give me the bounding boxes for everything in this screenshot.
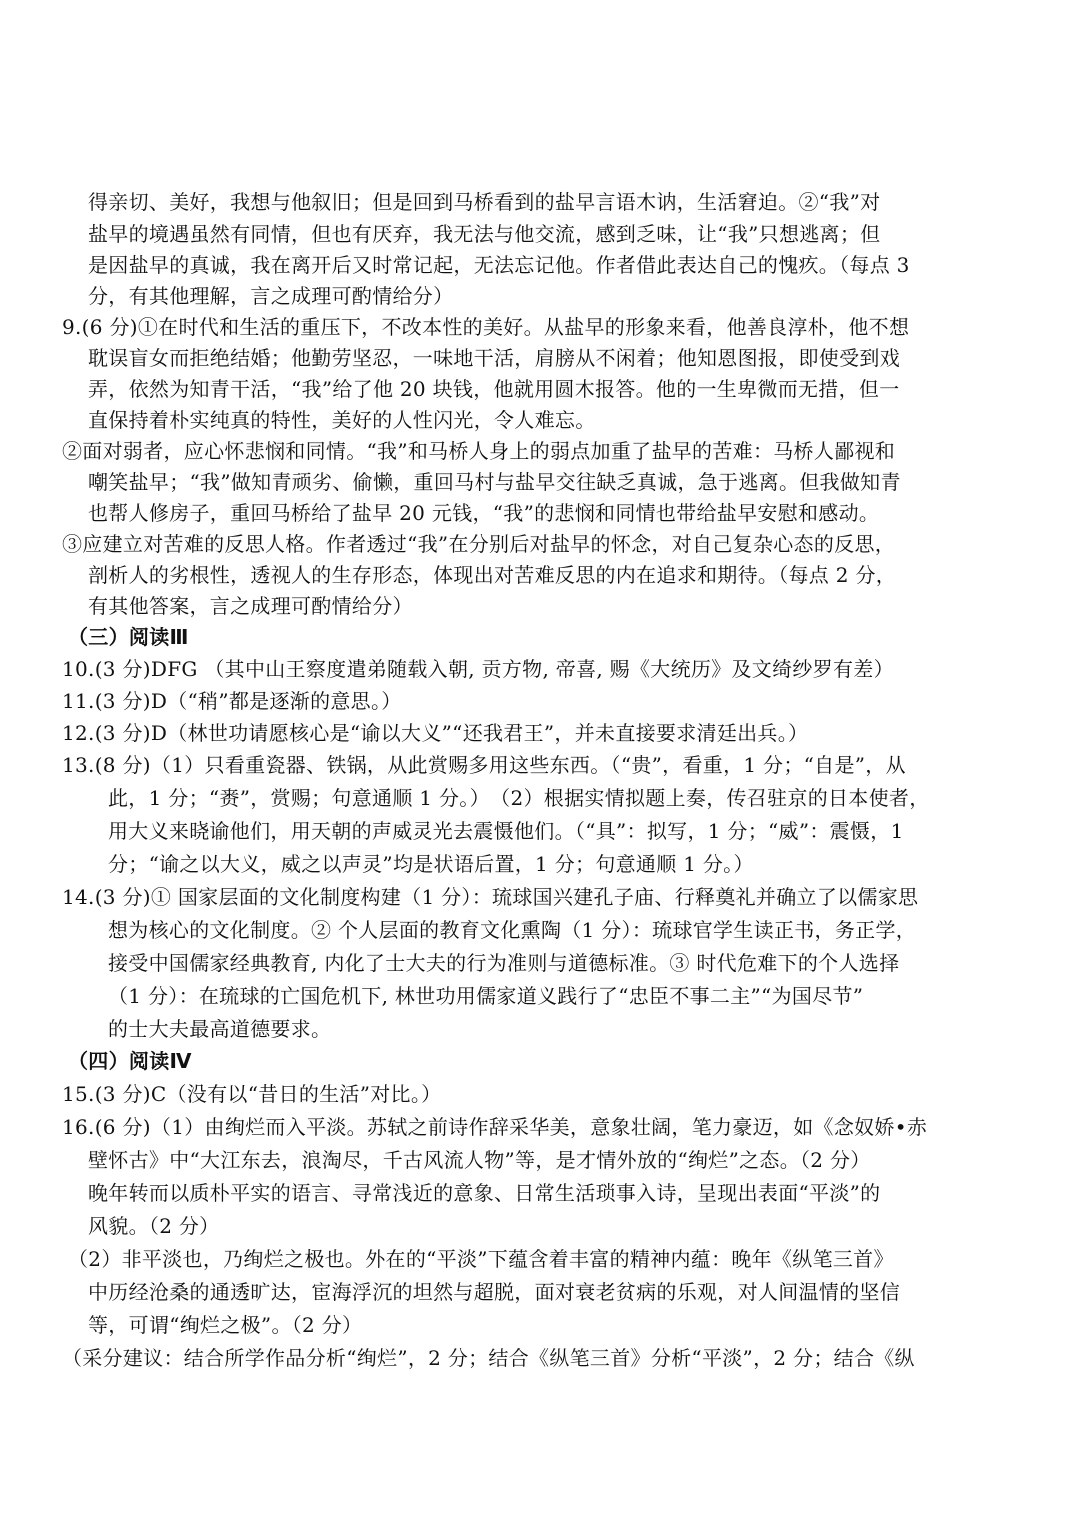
- text-line: ③应建立对苦难的反思人格。作者透过“我”在分别后对盐早的怀念，对自己复杂心态的反思，: [62, 532, 896, 556]
- text-line: ②面对弱者，应心怀悲悯和同情。“我”和马桥人身上的弱点加重了盐早的苦难：马桥人鄙视和: [62, 439, 896, 463]
- text-line: 晚年转而以质朴平实的语言、寻常浅近的意象、日常生活琐事入诗，呈现出表面“平淡”的: [88, 1181, 881, 1205]
- text-line: 壁怀古》中“大江东去，浪淘尽，千古风流人物”等，是才情外放的“绚烂”之态。（2 分）: [88, 1148, 871, 1172]
- section-heading-reading-4: （四）阅读Ⅳ: [68, 1049, 192, 1073]
- text-line: 也帮人修房子，重回马桥给了盐早 20 元钱，“我”的悲悯和同情也带给盐早安慰和感动。: [88, 501, 880, 525]
- text-line: 分；“谕之以大义，威之以声灵”均是状语后置，1 分；句意通顺 1 分。）: [108, 852, 754, 876]
- text-line: 得亲切、美好，我想与他叙旧；但是回到马桥看到的盐早言语木讷，生活窘迫。②“我”对: [88, 190, 881, 214]
- text-line: 用大义来晓谕他们，用天朝的声威灵光去震慑他们。（“具”：拟写，1 分；“威”：震慑，1: [108, 819, 904, 843]
- question-10: 10.(3 分)DFG （其中山王察度遣弟随载入朝, 贡方物, 帝喜, 赐《大统历》及文绮纱罗有差）: [62, 657, 894, 681]
- text-line: 的士大夫最高道德要求。: [108, 1017, 332, 1041]
- text-line: 直保持着朴实纯真的特性，美好的人性闪光，令人难忘。: [88, 408, 596, 432]
- text-line: （1 分）：在琉球的亡国危机下, 林世功用儒家道义践行了“忠臣不事二主”“为国尽节”: [108, 984, 864, 1008]
- text-line: 耽误盲女而拒绝结婚；他勤劳坚忍，一味地干活，肩膀从不闲着；他知恩图报，即使受到戏: [88, 346, 900, 370]
- text-line: 此，1 分；“赉”，赏赐；句意通顺 1 分。） （2）根据实情拟题上奏，传召驻京的日本使者，: [108, 786, 930, 810]
- question-12: 12.(3 分)D（林世功请愿核心是“谕以大义”“还我君王”，并未直接要求清廷出兵。）: [62, 721, 809, 745]
- text-line: 盐早的境遇虽然有同情，但也有厌弃，我无法与他交流，感到乏味，让“我”只想逃离；但: [88, 222, 881, 246]
- section-heading-reading-3: （三）阅读Ⅲ: [68, 625, 189, 649]
- text-line: 剖析人的劣根性，透视人的生存形态，体现出对苦难反思的内在追求和期待。（每点 2 分，: [88, 563, 897, 587]
- question-11: 11.(3 分)D（“稍”都是逐渐的意思。）: [62, 689, 402, 713]
- text-line: 是因盐早的真诚，我在离开后又时常记起，无法忘记他。作者借此表达自己的愧疚。（每点 3: [88, 253, 910, 277]
- text-line: 想为核心的文化制度。② 个人层面的教育文化熏陶（1 分）：琉球官学生读正书，务正学，: [108, 918, 917, 942]
- text-line: 中历经沧桑的通透旷达，宦海浮沉的坦然与超脱，面对衰老贫病的乐观，对人间温情的坚信: [88, 1280, 900, 1304]
- text-line: 等，可谓“绚烂之极”。（2 分）: [88, 1313, 363, 1337]
- text-line: 有其他答案，言之成理可酌情给分）: [88, 594, 413, 618]
- question-16: 16.(6 分)（1）由绚烂而入平淡。苏轼之前诗作辞采华美，意象壮阔，笔力豪迈，如《念奴娇•赤: [62, 1115, 928, 1139]
- text-line: 接受中国儒家经典教育, 内化了士大夫的行为准则与道德标准。③ 时代危难下的个人选择: [108, 951, 900, 975]
- question-13: 13.(8 分)（1）只看重瓷器、铁锅，从此赏赐多用这些东西。（“贵”，看重，1 分；“自是”，从: [62, 753, 906, 777]
- question-14: 14.(3 分)① 国家层面的文化制度构建（1 分）：琉球国兴建孔子庙、行释奠礼并确立了以儒家思: [62, 885, 919, 909]
- text-line: 风貌。（2 分）: [88, 1214, 220, 1238]
- scoring-note: （采分建议：结合所学作品分析“绚烂”，2 分；结合《纵笔三首》分析“平淡”，2 分；结合《纵: [62, 1346, 915, 1370]
- question-15: 15.(3 分)C（没有以“昔日的生活”对比。）: [62, 1082, 442, 1106]
- text-line: 嘲笑盐早；“我”做知青顽劣、偷懒，重回马村与盐早交往缺乏真诚，急于逃离。但我做知青: [88, 470, 901, 494]
- question-9: 9.(6 分)①在时代和生活的重压下，不改本性的美好。从盐早的形象来看，他善良淳朴，他不想: [62, 315, 910, 339]
- text-line: 弄，依然为知青干活，“我”给了他 20 块钱，他就用圆木报答。他的一生卑微而无措，但一: [88, 377, 900, 401]
- text-line: 分，有其他理解，言之成理可酌情给分）: [88, 284, 454, 308]
- text-line: （2）非平淡也，乃绚烂之极也。外在的“平淡”下蕴含着丰富的精神内蕴：晚年《纵笔三首》: [68, 1247, 894, 1271]
